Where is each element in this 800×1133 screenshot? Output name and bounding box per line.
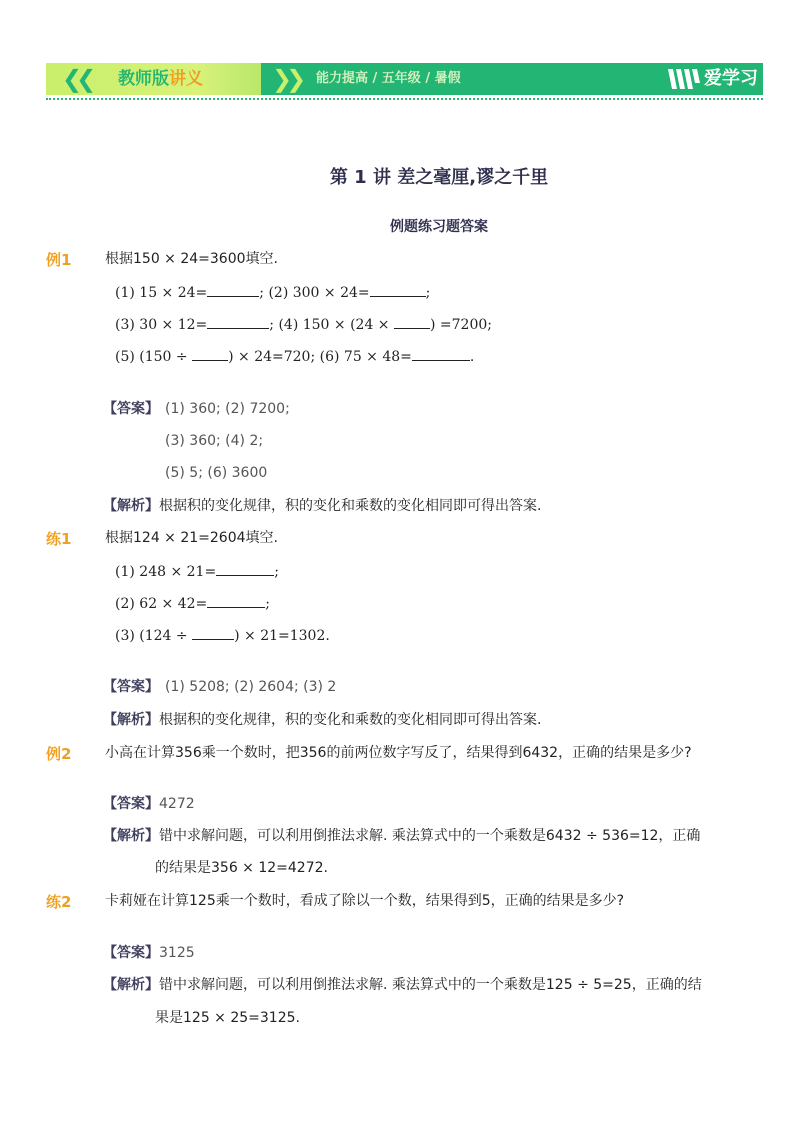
brand-main: 教师版 bbox=[118, 69, 169, 89]
answer-text: (1) 5208; (2) 2604; (3) 2 bbox=[165, 679, 337, 695]
practice-1-part-1 bbox=[115, 562, 279, 582]
header-banner bbox=[46, 63, 763, 95]
double-chevron-left-icon: ❮❮ bbox=[62, 65, 91, 93]
practice-1-answer bbox=[103, 677, 336, 697]
example-2-analysis bbox=[103, 826, 700, 846]
brand-title bbox=[118, 68, 203, 90]
part-text: ; bbox=[425, 285, 431, 301]
analysis-tag: 【解析】 bbox=[103, 712, 159, 728]
answer-tag: 【答案】 bbox=[103, 679, 159, 695]
example-2-analysis-line-2: 的结果是356 × 12=4272. bbox=[155, 860, 328, 876]
practice-2-analysis-line-2: 果是125 × 25=3125. bbox=[155, 1010, 300, 1026]
practice-2-question: 卡莉娅在计算125乘一个数时，看成了除以一个数，结果得到5，正确的结果是多少? bbox=[105, 893, 625, 909]
analysis-tag: 【解析】 bbox=[103, 977, 159, 993]
lesson-title: 第 1 讲 差之毫厘,谬之千里 bbox=[329, 167, 549, 188]
answer-blank bbox=[207, 595, 265, 608]
answer-blank bbox=[192, 627, 234, 640]
answer-blank bbox=[216, 563, 274, 576]
analysis-text: 错中求解问题，可以利用倒推法求解. 乘法算式中的一个乘数是6432 ÷ 536=12，正确 bbox=[159, 828, 701, 844]
practice-1-analysis bbox=[103, 710, 541, 730]
answer-blank bbox=[412, 348, 470, 361]
answer-text: 4272 bbox=[159, 796, 195, 812]
answer-blank bbox=[394, 316, 430, 329]
part-text: (2) 62 × 42= bbox=[115, 596, 208, 612]
part-text: ; bbox=[274, 564, 279, 580]
part-text: ; bbox=[265, 596, 270, 612]
answer-tag: 【答案】 bbox=[103, 945, 159, 961]
analysis-tag: 【解析】 bbox=[103, 498, 159, 514]
practice-2-label: 练2 bbox=[46, 893, 72, 911]
header-subtitle: 能力提高 / 五年级 / 暑假 bbox=[316, 71, 461, 86]
part-text: ; (2) 300 × 24= bbox=[259, 285, 370, 301]
example-1-label: 例1 bbox=[46, 251, 72, 269]
analysis-tag: 【解析】 bbox=[103, 828, 159, 844]
part-text: ) =7200; bbox=[430, 317, 492, 333]
analysis-text: 错中求解问题，可以利用倒推法求解. 乘法算式中的一个乘数是125 ÷ 5=25，正确的结 bbox=[159, 977, 702, 993]
practice-1-part-3 bbox=[115, 626, 330, 646]
practice-2-answer bbox=[103, 943, 195, 963]
example-1-part-row-1 bbox=[115, 283, 430, 303]
answer-blank bbox=[207, 284, 259, 297]
practice-2-analysis bbox=[103, 975, 702, 995]
example-1-analysis bbox=[103, 496, 541, 516]
practice-1-part-2 bbox=[115, 594, 270, 614]
example-1-answer-line-3: (5) 5; (6) 3600 bbox=[165, 465, 268, 481]
logo-icon bbox=[666, 67, 702, 91]
double-chevron-right-icon: ❯❯ bbox=[272, 65, 301, 93]
example-2-label: 例2 bbox=[46, 745, 72, 763]
part-text: ) × 24=720; (6) 75 × 48= bbox=[228, 349, 412, 365]
answer-tag: 【答案】 bbox=[103, 401, 159, 417]
part-text: (1) 15 × 24= bbox=[115, 285, 208, 301]
example-1-part-row-3 bbox=[115, 347, 474, 367]
part-text: (3) 30 × 12= bbox=[115, 317, 208, 333]
logo-text: 爱学习 bbox=[704, 68, 758, 89]
example-1-answer bbox=[103, 399, 290, 419]
practice-1-label: 练1 bbox=[46, 530, 72, 548]
answer-text: (1) 360; (2) 7200; bbox=[165, 401, 290, 417]
answer-blank bbox=[207, 316, 269, 329]
example-1-part-row-2 bbox=[115, 315, 492, 335]
section-title: 例题练习题答案 bbox=[390, 219, 488, 235]
answer-text: 3125 bbox=[159, 945, 195, 961]
brand-highlight: 讲义 bbox=[169, 69, 203, 89]
part-text: ; (4) 150 × (24 × bbox=[269, 317, 390, 333]
example-2-question: 小高在计算356乘一个数时，把356的前两位数字写反了，结果得到6432，正确的结果是多少? bbox=[105, 745, 692, 761]
part-text: . bbox=[469, 349, 475, 365]
analysis-text: 根据积的变化规律，积的变化和乘数的变化相同即可得出答案. bbox=[159, 498, 542, 514]
part-text: (5) (150 ÷ bbox=[115, 349, 188, 365]
header-divider bbox=[46, 98, 763, 100]
analysis-text: 根据积的变化规律，积的变化和乘数的变化相同即可得出答案. bbox=[159, 712, 542, 728]
part-text: ) × 21=1302. bbox=[234, 628, 330, 644]
part-text: (1) 248 × 21= bbox=[115, 564, 217, 580]
example-2-answer bbox=[103, 794, 195, 814]
answer-tag: 【答案】 bbox=[103, 796, 159, 812]
answer-blank bbox=[370, 284, 426, 297]
part-text: (3) (124 ÷ bbox=[115, 628, 188, 644]
answer-blank bbox=[192, 348, 228, 361]
example-1-answer-line-2: (3) 360; (4) 2; bbox=[165, 433, 264, 449]
example-1-question: 根据150 × 24=3600填空. bbox=[105, 251, 278, 267]
practice-1-question: 根据124 × 21=2604填空. bbox=[105, 530, 278, 546]
